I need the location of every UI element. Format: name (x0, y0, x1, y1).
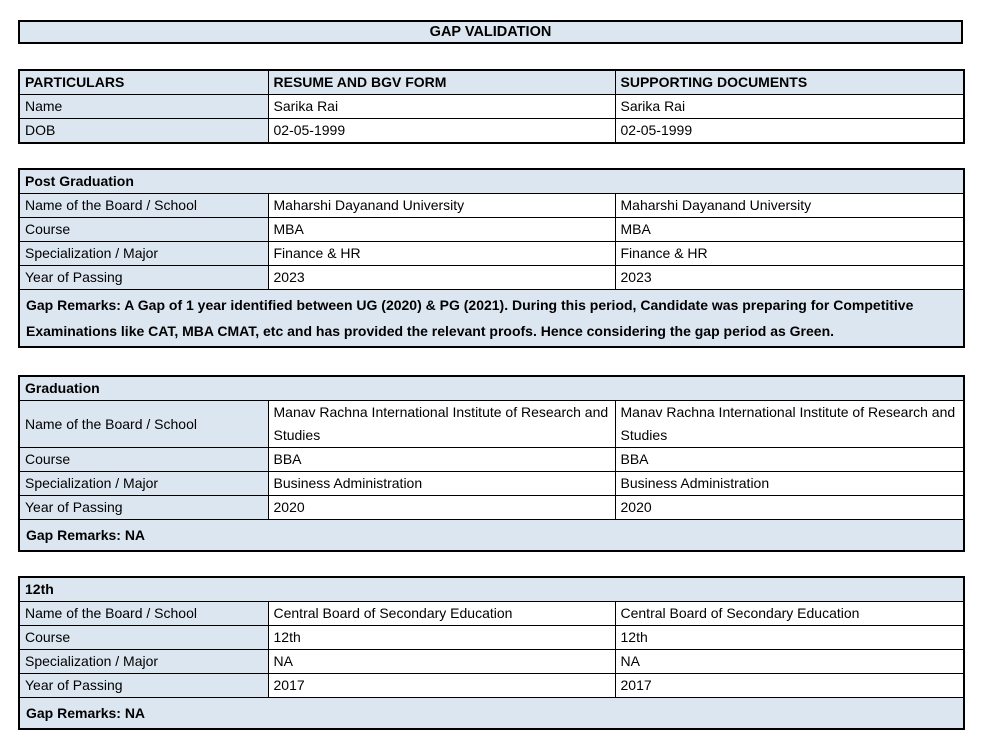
table-row (19, 194, 964, 218)
resume-value-specialization: NA (268, 650, 615, 674)
supporting-value-dob: 02-05-1999 (615, 119, 964, 144)
supporting-value-specialization: Finance & HR (615, 242, 964, 266)
section-title: Graduation (19, 376, 964, 401)
resume-value-dob: 02-05-1999 (268, 119, 615, 144)
gap-remarks-row (19, 290, 964, 348)
resume-value-board: Manav Rachna International Institute of Research and Studies (268, 401, 615, 448)
resume-value-specialization: Finance & HR (268, 242, 615, 266)
graduation-table (18, 375, 965, 552)
row-label-specialization: Specialization / Major (19, 650, 268, 674)
gap-remarks-row (19, 698, 964, 730)
supporting-value-course: MBA (615, 218, 964, 242)
column-header-resume: RESUME AND BGV FORM (268, 70, 615, 95)
table-row (19, 119, 964, 144)
supporting-value-course: 12th (615, 626, 964, 650)
gap-remarks: Gap Remarks: NA (19, 698, 964, 730)
resume-value-course: 12th (268, 626, 615, 650)
gap-remarks: Gap Remarks: A Gap of 1 year identified between UG (2020) & PG (2021). During this period, Candidate was preparing for Competitive Examinations like CAT, MBA CMAT, etc and has provided the relevant proofs. Hence considering the gap period as Green. (19, 290, 964, 348)
table-row (19, 674, 964, 698)
supporting-value-name: Sarika Rai (615, 95, 964, 119)
spacer (18, 348, 963, 375)
resume-value-year: 2023 (268, 266, 615, 290)
row-label-year: Year of Passing (19, 674, 268, 698)
spacer (18, 144, 963, 168)
row-label-course: Course (19, 448, 268, 472)
table-row (19, 401, 964, 448)
gap-validation-document (18, 20, 963, 730)
twelfth-table (18, 576, 965, 730)
section-title: Post Graduation (19, 169, 964, 194)
table-row (19, 242, 964, 266)
resume-value-board: Central Board of Secondary Education (268, 602, 615, 626)
row-label-board: Name of the Board / School (19, 602, 268, 626)
row-label-name: Name (19, 95, 268, 119)
page-title: GAP VALIDATION (18, 20, 963, 44)
table-row (19, 626, 964, 650)
supporting-value-specialization: NA (615, 650, 964, 674)
supporting-value-specialization: Business Administration (615, 472, 964, 496)
particulars-table (18, 69, 965, 144)
resume-value-year: 2020 (268, 496, 615, 520)
post-graduation-table (18, 168, 965, 348)
supporting-value-board: Maharshi Dayanand University (615, 194, 964, 218)
table-row (19, 650, 964, 674)
resume-value-course: BBA (268, 448, 615, 472)
section-title-row (19, 376, 964, 401)
column-header-supporting: SUPPORTING DOCUMENTS (615, 70, 964, 95)
supporting-value-year: 2017 (615, 674, 964, 698)
row-label-specialization: Specialization / Major (19, 242, 268, 266)
row-label-course: Course (19, 626, 268, 650)
table-row (19, 448, 964, 472)
row-label-specialization: Specialization / Major (19, 472, 268, 496)
table-row (19, 95, 964, 119)
supporting-value-year: 2023 (615, 266, 964, 290)
row-label-year: Year of Passing (19, 266, 268, 290)
resume-value-name: Sarika Rai (268, 95, 615, 119)
row-label-year: Year of Passing (19, 496, 268, 520)
table-row (19, 602, 964, 626)
row-label-board: Name of the Board / School (19, 401, 268, 448)
row-label-board: Name of the Board / School (19, 194, 268, 218)
resume-value-course: MBA (268, 218, 615, 242)
supporting-value-board: Central Board of Secondary Education (615, 602, 964, 626)
gap-remarks-row (19, 520, 964, 552)
resume-value-board: Maharshi Dayanand University (268, 194, 615, 218)
table-row (19, 496, 964, 520)
resume-value-specialization: Business Administration (268, 472, 615, 496)
gap-remarks: Gap Remarks: NA (19, 520, 964, 552)
row-label-course: Course (19, 218, 268, 242)
section-title-row (19, 577, 964, 602)
table-row (19, 472, 964, 496)
column-header-particulars: PARTICULARS (19, 70, 268, 95)
table-row (19, 218, 964, 242)
table-header-row (19, 70, 964, 95)
section-title: 12th (19, 577, 964, 602)
table-row (19, 266, 964, 290)
supporting-value-board: Manav Rachna International Institute of Research and Studies (615, 401, 964, 448)
supporting-value-year: 2020 (615, 496, 964, 520)
spacer (18, 552, 963, 576)
section-title-row (19, 169, 964, 194)
resume-value-year: 2017 (268, 674, 615, 698)
supporting-value-course: BBA (615, 448, 964, 472)
row-label-dob: DOB (19, 119, 268, 144)
